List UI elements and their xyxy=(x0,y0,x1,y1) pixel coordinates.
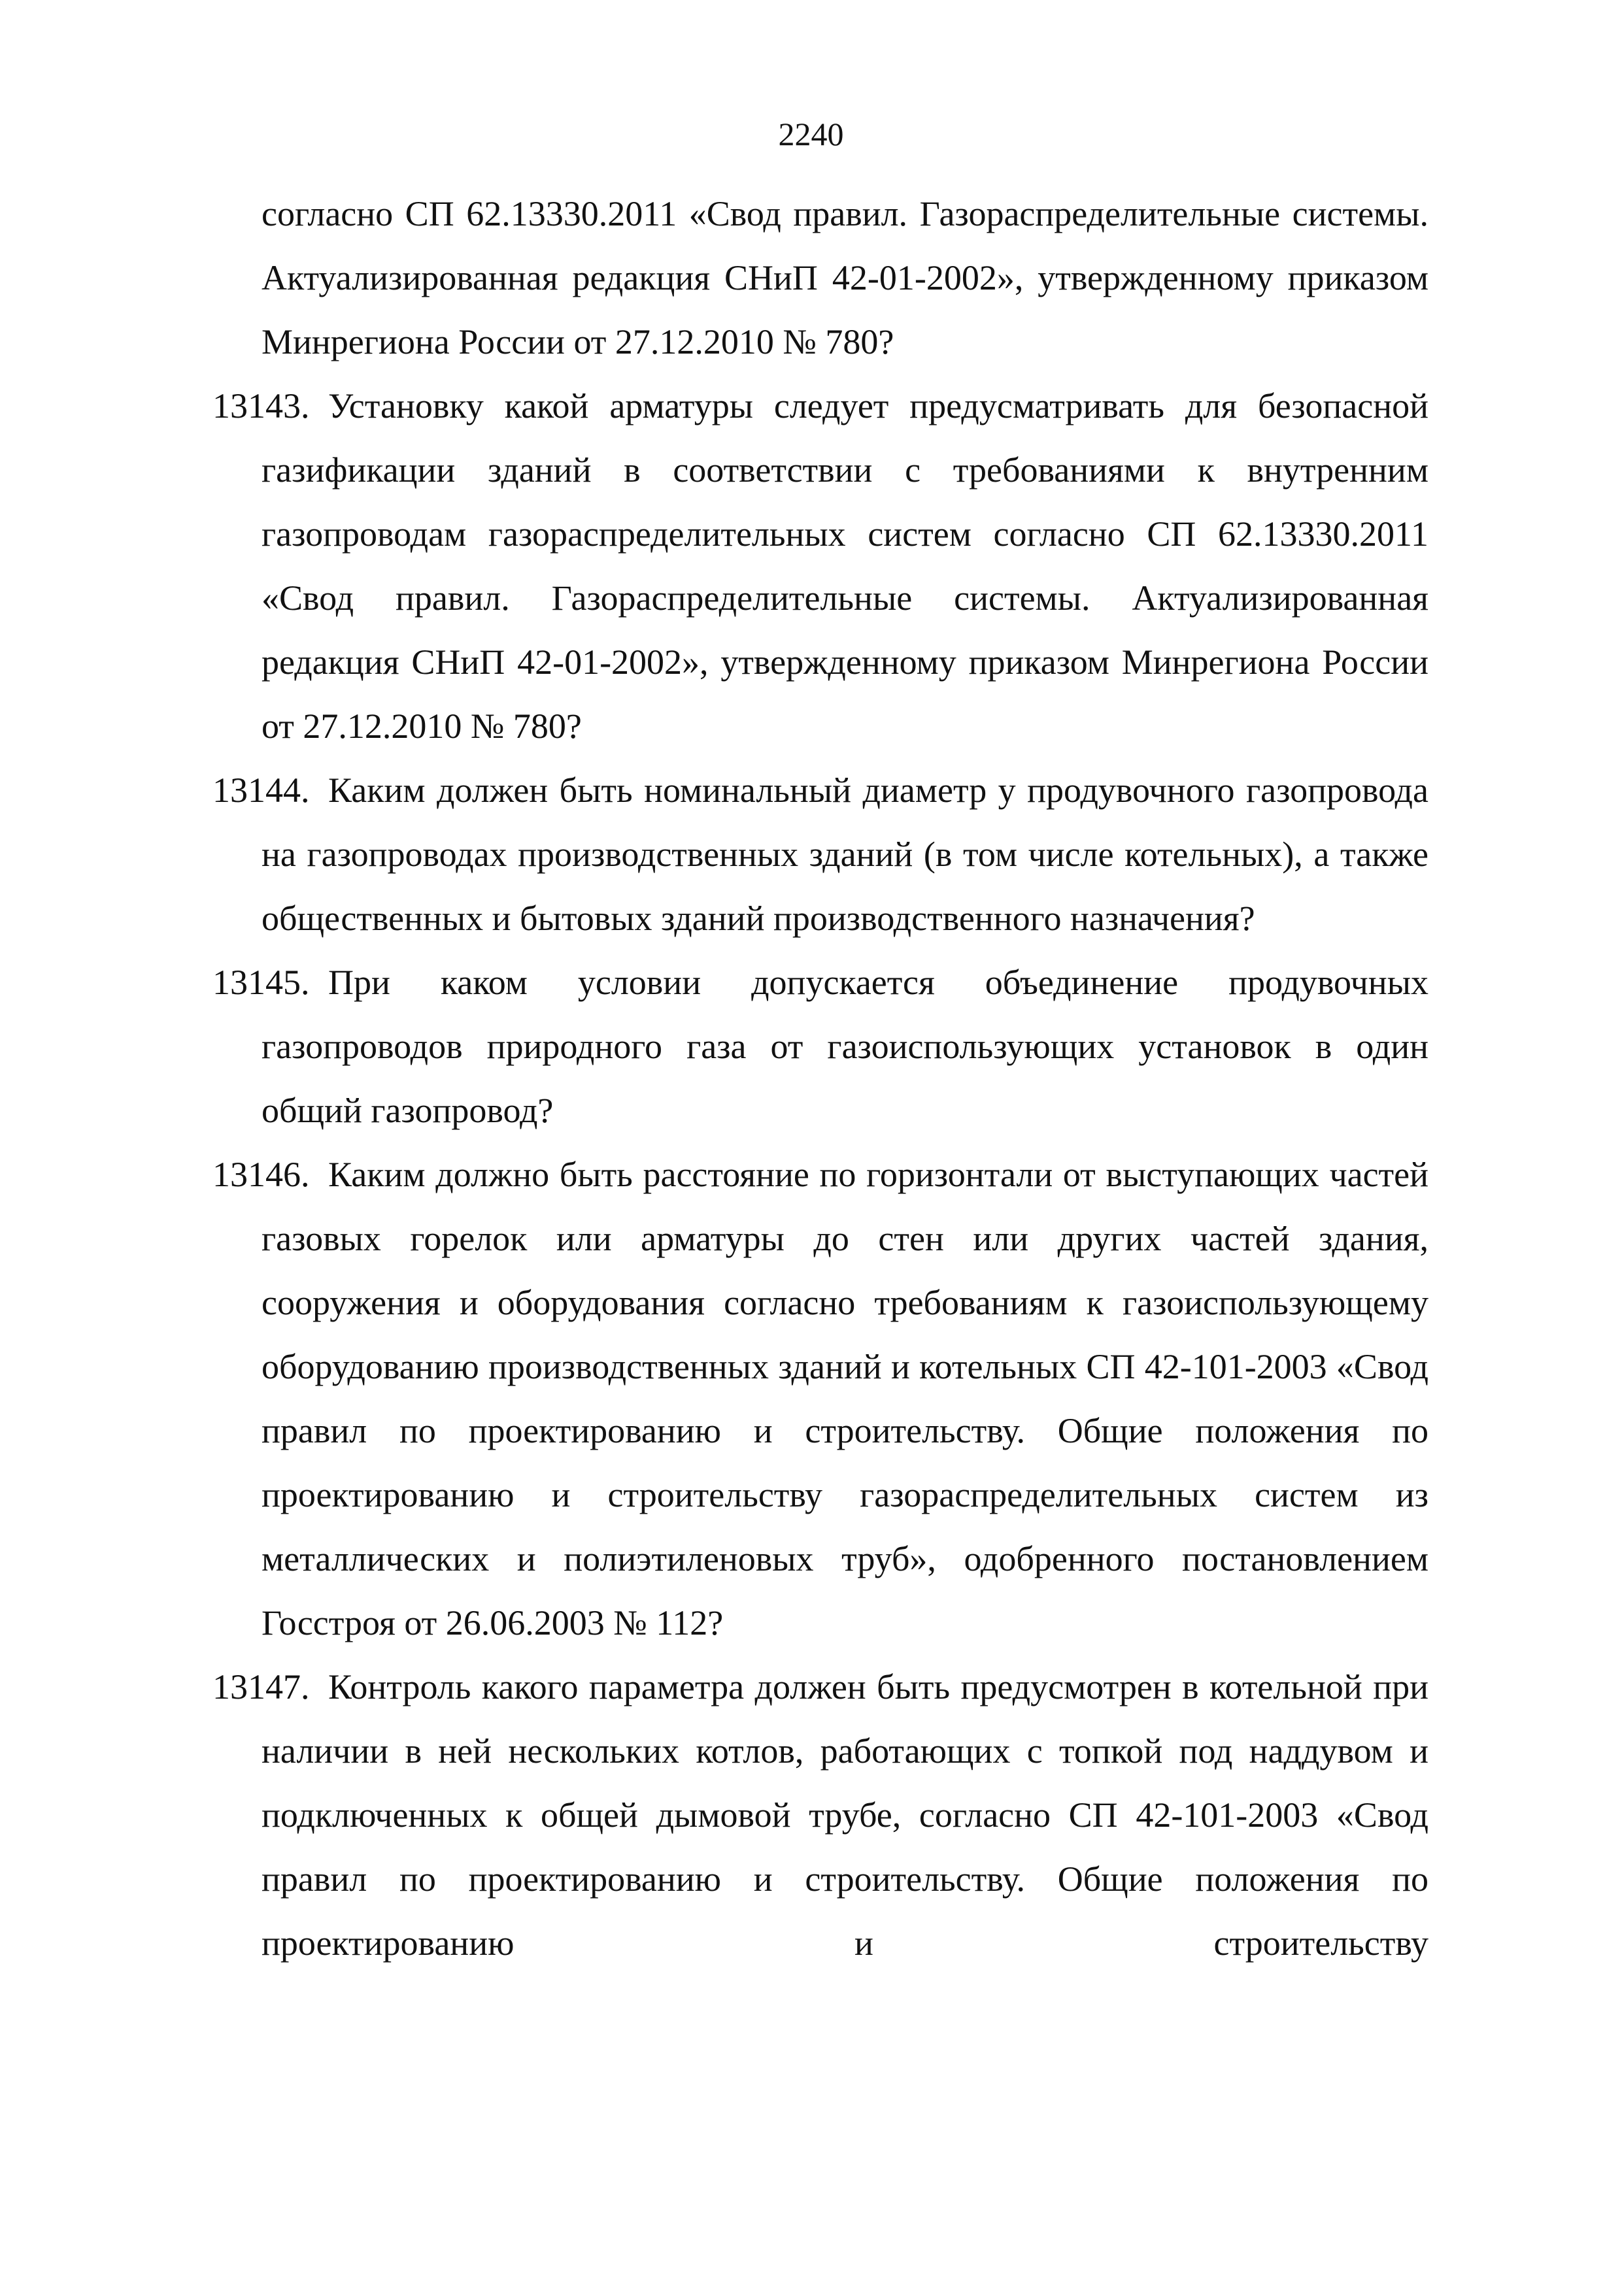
question-number: 13147. xyxy=(212,1667,310,1706)
question-text: При каком условии допускается объединение продувочных газопроводов природного газа от газоиспользующих установок в один общий газопровод? xyxy=(262,963,1428,1130)
question-item xyxy=(212,374,1428,758)
question-number: 13146. xyxy=(212,1155,310,1194)
question-text: Каким должен быть номинальный диаметр у продувочного газопровода на газопроводах производственных зданий (в том числе котельных), а также общественных и бытовых зданий производственного назначения? xyxy=(262,771,1428,938)
intro-paragraph: согласно СП 62.13330.2011 «Свод правил. Газораспределительные системы. Актуализированная редакция СНиП 42-01-2002», утвержденному приказом Минрегиона России от 27.12.2010 № 780? xyxy=(262,194,1428,361)
question-item xyxy=(212,950,1428,1142)
question-item xyxy=(212,758,1428,950)
question-item xyxy=(212,1655,1428,1975)
question-number: 13144. xyxy=(212,771,310,810)
question-text: Установку какой арматуры следует предусматривать для безопасной газификации зданий в соответствии с требованиями к внутренним газопроводам газораспределительных систем согласно СП 62.13330.2011 «Свод правил. Газораспределительные системы. Актуализированная редакция СНиП 42-01-2002», утвержденному приказом Минрегиона России от 27.12.2010 № 780? xyxy=(262,386,1428,746)
page-number: 2240 xyxy=(778,116,844,152)
question-text: Контроль какого параметра должен быть предусмотрен в котельной при наличии в ней нескольких котлов, работающих с топкой под наддувом и подключенных к общей дымовой трубе, согласно СП 42-101-2003 «Свод правил по проектированию и строительству. Общие положения по проектированию и строительству xyxy=(262,1667,1428,1963)
question-item xyxy=(212,1142,1428,1655)
question-text: Каким должно быть расстояние по горизонтали от выступающих частей газовых горелок или арматуры до стен или других частей здания, сооружения и оборудования согласно требованиям к газоиспользующему оборудованию производственных зданий и котельных СП 42-101-2003 «Свод правил по проектированию и строительству. Общие положения по проектированию и строительству газораспределительных систем из металлических и полиэтиленовых труб», одобренного постановлением Госстроя от 26.06.2003 № 112? xyxy=(262,1155,1428,1642)
document-body xyxy=(212,182,1428,1975)
question-number: 13143. xyxy=(212,386,310,425)
question-number: 13145. xyxy=(212,963,310,1002)
